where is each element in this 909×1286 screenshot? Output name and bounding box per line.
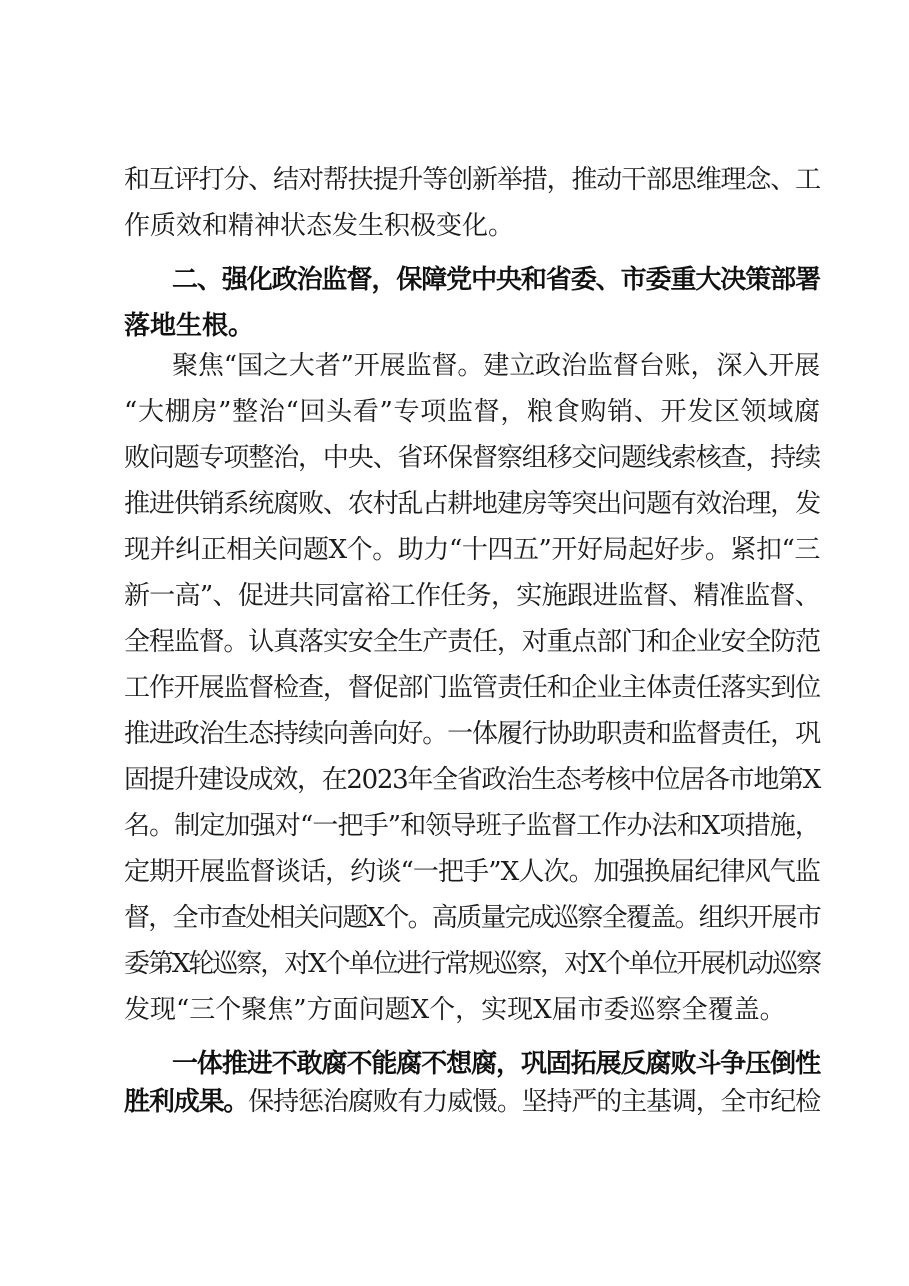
- text-line: [0, 990, 909, 1030]
- line-text: 推进政治生态持续向善向好。一体履行协助职责和监督责任，巩: [124, 719, 820, 749]
- line-text: 推进供销系统腐败、农村乱占耕地建房等突出问题有效治理，发: [124, 489, 820, 519]
- text-line: [0, 806, 909, 846]
- section-heading-text: 二、强化政治监督，保障党中央和省委、市委重大决策部署: [172, 265, 820, 295]
- line-text: 定期开展监督谈话，约谈“一把手”X人次。加强换届纪律风气监: [124, 857, 820, 887]
- text-line: [0, 714, 909, 754]
- line-text: 发现“三个聚焦”方面问题X个，实现X届市委巡察全覆盖。: [124, 995, 786, 1025]
- line-text: 新一高”、促进共同富裕工作任务，实施跟进监督、精准监督、: [124, 581, 820, 611]
- text-line: [0, 438, 909, 478]
- line-text: [124, 1082, 820, 1122]
- line-text: 作质效和精神状态发生积极变化。: [124, 211, 515, 241]
- text-line: [0, 898, 909, 938]
- text-line: [0, 944, 909, 984]
- section-heading-line: [0, 306, 909, 346]
- line-text: 委第X轮巡察，对X个单位进行常规巡察，对X个单位开展机动巡察: [124, 949, 820, 979]
- text-line: [0, 668, 909, 708]
- line-text: 聚焦“国之大者”开展监督。建立政治监督台账，深入开展: [172, 351, 820, 381]
- text-line: [0, 852, 909, 892]
- bold-lead-text: 胜利成果。: [124, 1087, 249, 1117]
- text-line: [0, 484, 909, 524]
- text-line: [0, 392, 909, 432]
- section-heading-line: [0, 1044, 909, 1084]
- text-line: [0, 576, 909, 616]
- text-line: [0, 160, 909, 200]
- section-heading-text: 落地生根。: [124, 311, 255, 341]
- text-line: [0, 206, 909, 246]
- section-heading-text: 一体推进不敢腐不能腐不想腐，巩固拓展反腐败斗争压倒性: [172, 1049, 820, 1079]
- section-heading-line: [0, 260, 909, 300]
- line-text: 全程监督。认真落实安全生产责任，对重点部门和企业安全防范: [124, 627, 820, 657]
- line-text: 名。制定加强对“一把手”和领导班子监督工作办法和X项措施，: [124, 811, 820, 841]
- text-line: [0, 622, 909, 662]
- line-text: 败问题专项整治，中央、省环保督察组移交问题线索核查，持续: [124, 443, 820, 473]
- line-text: 工作开展监督检查，督促部门监管责任和企业主体责任落实到位: [124, 673, 820, 703]
- line-text: 和互评打分、结对帮扶提升等创新举措，推动干部思维理念、工: [124, 165, 820, 195]
- text-line: [0, 1082, 909, 1122]
- line-text: 督，全市查处相关问题X个。高质量完成巡察全覆盖。组织开展市: [124, 903, 820, 933]
- text-line: [0, 530, 909, 570]
- line-text: “大棚房”整治“回头看”专项监督，粮食购销、开发区领域腐: [124, 397, 821, 427]
- line-text: 现并纠正相关问题X个。助力“十四五”开好局起好步。紧扣“三: [124, 535, 820, 565]
- line-text-rest: 保持惩治腐败有力威慑。坚持严的主基调，全市纪检: [248, 1087, 820, 1117]
- line-text: 固提升建设成效，在2023年全省政治生态考核中位居各市地第X: [124, 765, 820, 795]
- text-line: [0, 760, 909, 800]
- text-line: [0, 346, 909, 386]
